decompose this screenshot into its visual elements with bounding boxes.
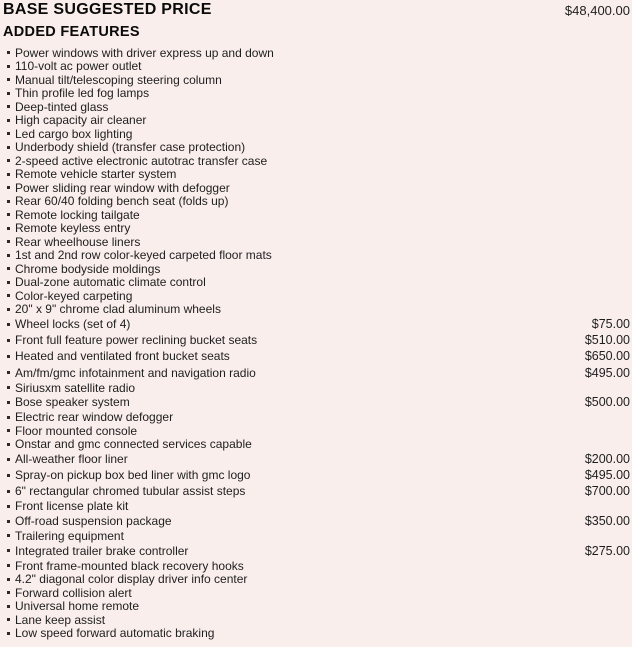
base-suggested-price-value: $48,400.00 xyxy=(564,3,630,18)
bullet-icon xyxy=(7,355,10,358)
feature-price: $350.00 xyxy=(584,514,630,529)
feature-label: Siriusxm satellite radio xyxy=(15,380,136,395)
bullet-icon xyxy=(7,591,10,594)
feature-row xyxy=(3,500,630,514)
bullet-icon xyxy=(7,534,10,537)
base-suggested-price-label: BASE SUGGESTED PRICE xyxy=(3,1,212,18)
bullet-icon xyxy=(7,267,10,270)
feature-label: Floor mounted console xyxy=(15,423,138,438)
bullet-icon xyxy=(7,323,10,326)
bullet-icon xyxy=(7,173,10,176)
bullet-icon xyxy=(7,294,10,297)
feature-row xyxy=(3,381,630,395)
bullet-icon xyxy=(7,227,10,230)
feature-row xyxy=(3,332,630,348)
bullet-icon xyxy=(7,520,10,523)
feature-row xyxy=(3,599,630,613)
feature-price: $495.00 xyxy=(584,365,630,380)
feature-label: Thin profile led fog lamps xyxy=(15,86,150,101)
bullet-icon xyxy=(7,416,10,419)
feature-row xyxy=(3,127,630,141)
feature-row xyxy=(3,276,630,290)
bullet-icon xyxy=(7,159,10,162)
bullet-icon xyxy=(7,78,10,81)
bullet-icon xyxy=(7,339,10,342)
feature-label: 4.2" diagonal color display driver info center xyxy=(15,572,248,587)
feature-label: 20" x 9" chrome clad aluminum wheels xyxy=(15,302,221,317)
feature-price: $650.00 xyxy=(584,349,630,364)
added-features-heading: ADDED FEATURES xyxy=(3,24,140,40)
feature-label: Chrome bodyside moldings xyxy=(15,261,161,276)
bullet-icon xyxy=(7,65,10,68)
feature-row xyxy=(3,586,630,600)
feature-label: Off-road suspension package xyxy=(15,514,172,529)
feature-label: Remote locking tailgate xyxy=(15,207,140,222)
feature-label: Rear wheelhouse liners xyxy=(15,234,141,249)
bullet-icon xyxy=(7,618,10,621)
bullet-icon xyxy=(7,105,10,108)
feature-label: Forward collision alert xyxy=(15,585,132,600)
feature-row xyxy=(3,394,630,410)
bullet-icon xyxy=(7,443,10,446)
feature-row xyxy=(3,195,630,209)
feature-label: Wheel locks (set of 4) xyxy=(15,317,131,332)
bullet-icon xyxy=(7,578,10,581)
bullet-icon xyxy=(7,119,10,122)
feature-row xyxy=(3,572,630,586)
feature-label: Power windows with driver express up and down xyxy=(15,45,274,60)
feature-row xyxy=(3,46,630,60)
feature-label: Manual tilt/telescoping steering column xyxy=(15,72,222,87)
feature-row xyxy=(3,316,630,332)
bullet-icon xyxy=(7,386,10,389)
bullet-icon xyxy=(7,132,10,135)
feature-row xyxy=(3,141,630,155)
feature-label: Front full feature power reclining bucket seats xyxy=(15,333,258,348)
feature-label: Am/fm/gmc infotainment and navigation radio xyxy=(15,365,256,380)
feature-label: Front license plate kit xyxy=(15,499,129,514)
feature-row xyxy=(3,365,630,381)
feature-label: All-weather floor liner xyxy=(15,452,128,467)
bullet-icon xyxy=(7,281,10,284)
bullet-icon xyxy=(7,146,10,149)
feature-label: Rear 60/40 folding bench seat (folds up) xyxy=(15,194,229,209)
feature-label: Trailering equipment xyxy=(15,528,124,543)
feature-price: $510.00 xyxy=(584,333,630,348)
feature-price: $700.00 xyxy=(584,484,630,499)
feature-label: Remote vehicle starter system xyxy=(15,167,177,182)
feature-row xyxy=(3,60,630,74)
feature-row xyxy=(3,289,630,303)
feature-row xyxy=(3,559,630,573)
bullet-icon xyxy=(7,458,10,461)
feature-price: $200.00 xyxy=(584,452,630,467)
feature-row xyxy=(3,154,630,168)
bullet-icon xyxy=(7,240,10,243)
feature-row xyxy=(3,87,630,101)
feature-row xyxy=(3,262,630,276)
feature-row xyxy=(3,73,630,87)
feature-label: Onstar and gmc connected services capable xyxy=(15,437,252,452)
feature-row xyxy=(3,348,630,364)
feature-label: High capacity air cleaner xyxy=(15,113,147,128)
feature-label: Dual-zone automatic climate control xyxy=(15,275,206,290)
feature-label: 1st and 2nd row color-keyed carpeted floor mats xyxy=(15,248,272,263)
feature-row xyxy=(3,114,630,128)
feature-row xyxy=(3,529,630,543)
feature-row xyxy=(3,613,630,627)
feature-row xyxy=(3,437,630,451)
bullet-icon xyxy=(7,308,10,311)
feature-row xyxy=(3,208,630,222)
bullet-icon xyxy=(7,632,10,635)
base-price-row xyxy=(3,1,630,21)
feature-row xyxy=(3,424,630,438)
feature-label: Deep-tinted glass xyxy=(15,99,109,114)
feature-price: $500.00 xyxy=(584,395,630,410)
bullet-icon xyxy=(7,213,10,216)
feature-row xyxy=(3,513,630,529)
feature-row xyxy=(3,303,630,317)
bullet-icon xyxy=(7,564,10,567)
feature-label: Power sliding rear window with defogger xyxy=(15,180,230,195)
feature-row xyxy=(3,222,630,236)
feature-label: 2-speed active electronic autotrac transfer case xyxy=(15,153,268,168)
bullet-icon xyxy=(7,200,10,203)
feature-label: Remote keyless entry xyxy=(15,221,131,236)
feature-row xyxy=(3,543,630,559)
feature-price: $275.00 xyxy=(584,543,630,558)
bullet-icon xyxy=(7,605,10,608)
feature-row xyxy=(3,249,630,263)
feature-label: Low speed forward automatic braking xyxy=(15,626,215,641)
bullet-icon xyxy=(7,474,10,477)
feature-row xyxy=(3,626,630,640)
feature-row xyxy=(3,235,630,249)
feature-row xyxy=(3,168,630,182)
feature-label: Universal home remote xyxy=(15,599,140,614)
feature-label: Front frame-mounted black recovery hooks xyxy=(15,558,244,573)
feature-row xyxy=(3,467,630,483)
feature-label: 6" rectangular chromed tubular assist steps xyxy=(15,484,246,499)
bullet-icon xyxy=(7,401,10,404)
feature-label: Lane keep assist xyxy=(15,612,106,627)
feature-row xyxy=(3,483,630,499)
bullet-icon xyxy=(7,490,10,493)
feature-row xyxy=(3,410,630,424)
bullet-icon xyxy=(7,254,10,257)
bullet-icon xyxy=(7,186,10,189)
feature-label: Led cargo box lighting xyxy=(15,126,133,141)
features-list xyxy=(3,46,630,640)
feature-label: Underbody shield (transfer case protection) xyxy=(15,140,246,155)
bullet-icon xyxy=(7,51,10,54)
feature-label: 110-volt ac power outlet xyxy=(15,59,142,74)
feature-price: $495.00 xyxy=(584,468,630,483)
bullet-icon xyxy=(7,429,10,432)
bullet-icon xyxy=(7,549,10,552)
feature-price: $75.00 xyxy=(591,317,630,332)
feature-label: Heated and ventilated front bucket seats xyxy=(15,349,230,364)
bullet-icon xyxy=(7,505,10,508)
feature-label: Bose speaker system xyxy=(15,395,130,410)
feature-row xyxy=(3,100,630,114)
feature-row xyxy=(3,451,630,467)
bullet-icon xyxy=(7,371,10,374)
feature-label: Spray-on pickup box bed liner with gmc logo xyxy=(15,468,251,483)
feature-label: Electric rear window defogger xyxy=(15,410,174,425)
feature-label: Integrated trailer brake controller xyxy=(15,543,189,558)
bullet-icon xyxy=(7,92,10,95)
feature-label: Color-keyed carpeting xyxy=(15,288,133,303)
feature-row xyxy=(3,181,630,195)
